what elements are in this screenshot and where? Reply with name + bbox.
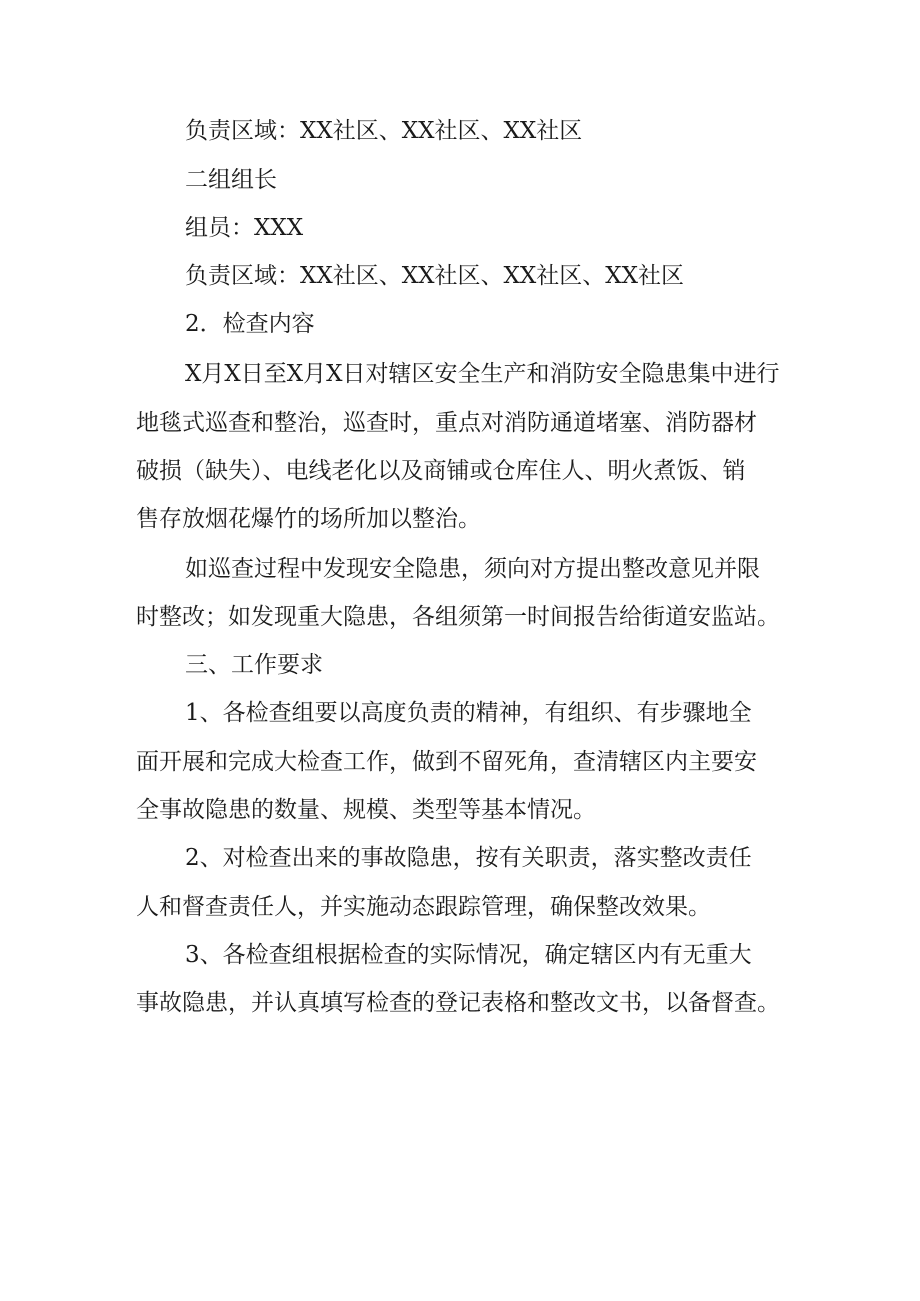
group-one-area: 负责区域：XX社区、XX社区、XX社区 <box>185 118 583 144</box>
paragraph-line: 事故隐患，并认真填写检查的登记表格和整改文书，以备督查。 <box>136 990 780 1016</box>
paragraph-line: 面开展和完成大检查工作，做到不留死角，查清辖区内主要安 <box>136 749 757 775</box>
paragraph-line: 全事故隐患的数量、规模、类型等基本情况。 <box>136 797 596 823</box>
paragraph-line: X月X日至X月X日对辖区安全生产和消防安全隐患集中进行 <box>185 361 780 387</box>
paragraph-line: 售存放烟花爆竹的场所加以整治。 <box>136 506 481 532</box>
group-two-area: 负责区域：XX社区、XX社区、XX社区、XX社区 <box>185 263 684 289</box>
paragraph-line: 时整改；如发现重大隐患，各组须第一时间报告给街道安监站。 <box>136 604 780 630</box>
paragraph-line: 地毯式巡查和整治，巡查时，重点对消防通道堵塞、消防器材 <box>136 410 757 436</box>
section-3-heading: 三、工作要求 <box>185 652 323 678</box>
paragraph-line: 2、对检查出来的事故隐患，按有关职责，落实整改责任 <box>185 845 752 871</box>
paragraph-line: 破损（缺失）、电线老化以及商铺或仓库住人、明火煮饭、销 <box>136 458 746 484</box>
paragraph-line: 1、各检查组要以高度负责的精神，有组织、有步骤地全 <box>185 700 752 726</box>
section-2-heading: 2．检查内容 <box>185 311 315 337</box>
group-two-member: 组员：XXX <box>185 215 304 241</box>
group-two-leader: 二组组长 <box>185 167 277 193</box>
paragraph-line: 3、各检查组根据检查的实际情况，确定辖区内有无重大 <box>185 942 752 968</box>
paragraph-line: 人和督查责任人，并实施动态跟踪管理，确保整改效果。 <box>136 894 711 920</box>
paragraph-line: 如巡查过程中发现安全隐患，须向对方提出整改意见并限 <box>185 556 760 582</box>
